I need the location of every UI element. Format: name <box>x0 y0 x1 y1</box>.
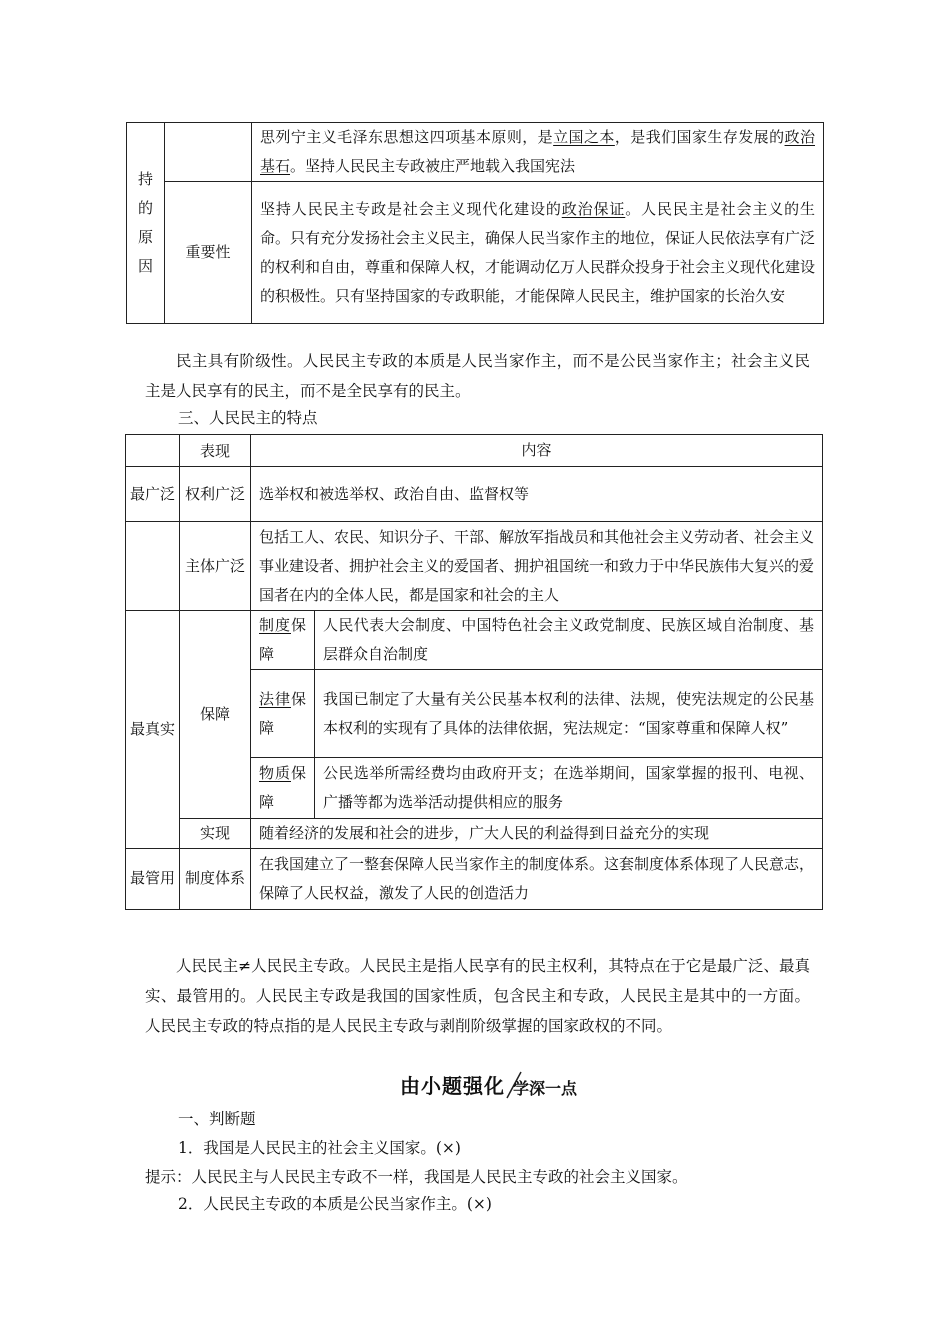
section-banner <box>400 1070 600 1102</box>
header-content: 内容 <box>251 435 823 467</box>
features-table <box>125 434 823 910</box>
class-nature-paragraph: 民主具有阶级性。人民民主专政的本质是人民当家作主，而不是公民当家作主；社会主义民主是人民享有的民主，而不是全民享有的民主。 <box>145 352 810 400</box>
system-content: 在我国建立了一整套保障人民当家作主的制度体系。这套制度体系体现了人民意志，保障了人民权益，激发了人民的创造活力 <box>251 848 823 909</box>
guarantee-label: 保障 <box>180 611 251 819</box>
reason-label-cell <box>127 123 165 324</box>
g3-label: 物质保障 <box>251 758 315 818</box>
key-term: 立国之本 <box>553 128 615 146</box>
g2-content: 我国已制定了大量有关公民基本权利的法律、法规，使宪法规定的公民基本权利的实现有了具体的法律依据，宪法规定：“国家尊重和保障人权” <box>315 670 823 758</box>
reason-label: 持的原因 <box>137 170 153 275</box>
key-term: 政治保证 <box>561 199 626 218</box>
header-performance: 表现 <box>180 435 251 467</box>
basis-content: 思列宁主义毛泽东思想这四项基本原则，是立国之本，是我们国家生存发展的政治基石。坚持人民民主专政被庄严地载入我国宪法 <box>252 123 824 182</box>
banner-left-text: 由小题强化 <box>400 1074 505 1098</box>
quiz-section-title: 一、判断题 <box>178 1110 256 1128</box>
cat-most-useful: 最管用 <box>126 848 180 909</box>
importance-content: 坚持人民民主专政是社会主义现代化建设的政治保证。人民民主是社会主义的生命。只有充分发扬社会主义民主，确保人民当家作主的地位，保证人民依法享有广泛的权利和自由，尊重和保障人权，才能调动亿万人民群众投身于社会主义现代化建设的积极性。只有坚持国家的专政职能，才能保障人民民主，维护国家的长治久安 <box>252 182 824 324</box>
principles-table <box>126 122 824 324</box>
quiz-hint-1: 提示：人民民主与人民民主专政不一样，我国是人民民主专政的社会主义国家。 <box>145 1168 688 1186</box>
g1-label: 制度保障 <box>251 611 315 670</box>
cat-truest: 最真实 <box>126 611 180 849</box>
guarantee-cell <box>251 611 823 819</box>
section-3-title: 三、人民民主的特点 <box>178 409 318 427</box>
key-term: 政治基石 <box>260 128 815 175</box>
realize-label: 实现 <box>180 818 251 848</box>
rights-content: 选举权和被选举权、政治自由、监督权等 <box>251 467 823 522</box>
g2-label: 法律保障 <box>251 670 315 758</box>
g1-content: 人民代表大会制度、中国特色社会主义政党制度、民族区域自治制度、基层群众自治制度 <box>315 611 823 670</box>
democracy-distinction-paragraph: 人民民主≠人民民主专政。人民民主是指人民享有的民主权利，其特点在于它是最广泛、最真实、最管用的。人民民主专政是我国的国家性质，包含民主和专政，人民民主是其中的一方面。人民民主专政的特点指的是人民民主专政与剥削阶级掌握的国家政权的不同。 <box>145 957 810 1035</box>
header-empty <box>126 435 180 467</box>
g3-content: 公民选举所需经费均由政府开支；在选举期间，国家掌握的报刊、电视、广播等都为选举活动提供相应的服务 <box>315 758 823 818</box>
importance-label: 重要性 <box>165 182 252 324</box>
empty-label-cell <box>165 123 252 182</box>
quiz-question-1: 1．我国是人民民主的社会主义国家。(×) <box>178 1139 461 1157</box>
rights-label: 权利广泛 <box>180 467 251 522</box>
quiz-question-2: 2．人民民主专政的本质是公民当家作主。(×) <box>178 1195 492 1213</box>
system-label: 制度体系 <box>180 848 251 909</box>
subject-label: 主体广泛 <box>180 522 251 611</box>
banner-right-text: 学深一点 <box>513 1079 578 1098</box>
cat-broadest: 最广泛 <box>126 467 180 522</box>
subject-content: 包括工人、农民、知识分子、干部、解放军指战员和其他社会主义劳动者、社会主义事业建设者、拥护社会主义的爱国者、拥护祖国统一和致力于中华民族伟大复兴的爱国者在内的全体人民，都是国家和社会的主人 <box>251 522 823 611</box>
guarantee-subtable <box>251 611 822 818</box>
realize-content: 随着经济的发展和社会的进步，广大人民的利益得到日益充分的实现 <box>251 818 823 848</box>
cat-empty <box>126 522 180 611</box>
